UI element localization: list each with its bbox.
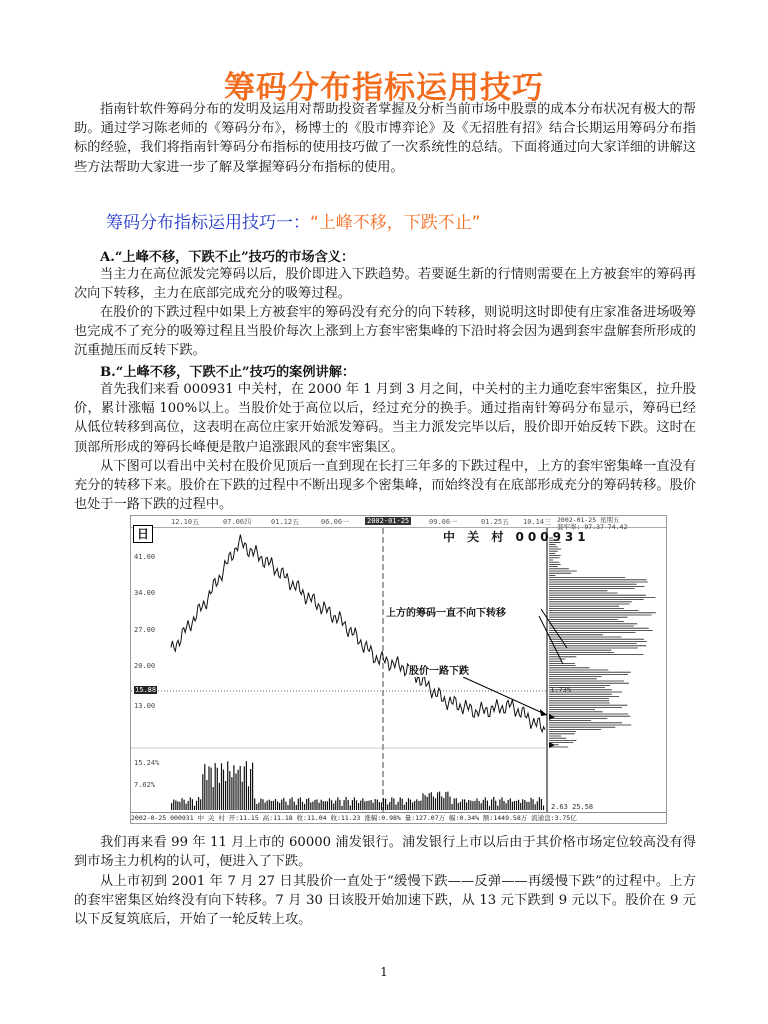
volume-bar: [497, 806, 498, 810]
volume-bar: [433, 797, 434, 811]
volume-bar: [281, 800, 282, 811]
volume-bar: [402, 799, 403, 810]
volume-bar: [460, 802, 461, 810]
volume-bar: [495, 801, 496, 810]
volume-bar: [383, 798, 384, 810]
volume-bar: [213, 787, 214, 810]
volume-bar: [258, 803, 259, 810]
date-tick: 07.06四: [223, 518, 252, 526]
y-tick-label: 27.00: [134, 626, 156, 634]
volume-bar: [240, 766, 241, 810]
status-bar: 2002-0-25 000931 中 关 村 开:11.15 高:11.18 收:11.04 收:11.23 涨幅:0.98% 量:127.07万 幅:0.34% 额:1449.58万 流通盘:3.75亿: [131, 812, 666, 824]
volume-bar: [269, 800, 270, 810]
volume-bar: [186, 804, 187, 810]
volume-bar: [458, 803, 459, 810]
volume-bar: [310, 802, 311, 810]
volume-bar: [389, 802, 390, 810]
volume-bar: [323, 801, 324, 810]
volume-bar: [454, 798, 455, 810]
volume-bar: [514, 801, 515, 810]
volume-bar: [211, 768, 212, 810]
volume-bar: [275, 799, 276, 810]
volume-bar: [528, 802, 529, 810]
volume-bar: [335, 801, 336, 811]
volume-bar: [510, 798, 511, 810]
volume-tick-label: 15.24%: [134, 759, 160, 767]
volume-bar: [468, 800, 469, 810]
volume-bar: [171, 803, 172, 810]
volume-bar: [385, 799, 386, 810]
volume-bar: [242, 782, 243, 810]
volume-bar: [314, 800, 315, 810]
volume-bar: [337, 797, 338, 810]
volume-bar: [279, 803, 280, 810]
volume-bar: [298, 799, 299, 810]
page-number: 1: [380, 965, 388, 979]
highlighted-date: 2002-01-25: [367, 517, 410, 525]
volume-bar: [377, 800, 378, 811]
volume-bar: [223, 770, 224, 811]
volume-bar: [256, 804, 257, 810]
volume-bar: [387, 804, 388, 810]
volume-bar: [466, 802, 467, 810]
y-tick-label: 34.00: [134, 589, 156, 597]
volume-bar: [439, 792, 440, 810]
volume-bar: [221, 763, 222, 810]
volume-bar: [260, 799, 261, 811]
volume-bar: [308, 798, 309, 810]
volume-bar: [184, 800, 185, 810]
paragraph-b1: 首先我们来看 000931 中关村，在 2000 年 1 月到 3 月之间，中关村的主力通吃套牢密集区，拉升股价，累计涨幅 100%以上。当股价处于高位以后，经过充分的换手。通过指南针筹码分布显示，筹码已经从低位转移到高位，这表明在高位庄家开始派发筹码。当主力派发完毕以后，股价即开始反转下跌。这时在顶部所形成的筹码长峰便是散户追涨跟风的套牢密集区。: [74, 382, 696, 455]
volume-bar: [489, 806, 490, 810]
volume-bar: [516, 801, 517, 810]
volume-bar: [244, 766, 245, 810]
volume-bar: [533, 799, 534, 810]
volume-bar: [485, 797, 486, 810]
y-tick-label: 41.00: [134, 553, 156, 561]
volume-bar: [464, 799, 465, 810]
volume-bar: [476, 798, 477, 810]
date-tick: 10.14三: [523, 518, 552, 526]
volume-bar: [225, 781, 226, 810]
volume-bar: [312, 802, 313, 810]
volume-bar: [319, 803, 320, 810]
level-label-left: 15.88: [135, 686, 157, 694]
volume-bar: [246, 761, 247, 810]
volume-bar: [391, 797, 392, 810]
volume-bar: [208, 766, 209, 810]
volume-bar: [194, 806, 195, 810]
volume-bar: [481, 803, 482, 810]
volume-bar: [206, 780, 207, 810]
y-tick-label: 13.00: [134, 702, 156, 710]
volume-bars: [171, 761, 544, 810]
date-tick: 01.12五: [271, 518, 300, 526]
date-tick: 12.10五: [171, 518, 200, 526]
chip-distribution-bars: [549, 538, 656, 747]
volume-bar: [512, 802, 513, 810]
volume-bar: [356, 800, 357, 810]
volume-bar: [300, 797, 301, 810]
annotation-upper-chips: 上方的筹码一直不向下转移: [386, 604, 506, 619]
volume-bar: [360, 801, 361, 810]
volume-bar: [416, 799, 417, 810]
volume-bar: [188, 801, 189, 810]
volume-bar: [422, 793, 423, 810]
volume-bar: [441, 796, 442, 810]
volume-bar: [196, 801, 197, 810]
volume-bar: [358, 803, 359, 810]
volume-bar: [329, 798, 330, 810]
volume-bar: [443, 798, 444, 810]
volume-bar: [462, 799, 463, 810]
date-tick: 01.25五: [481, 518, 510, 526]
volume-bar: [526, 802, 527, 810]
volume-bar: [429, 793, 430, 810]
volume-bar: [333, 804, 334, 811]
paragraph-a2: 在股价的下跌过程中如果上方被套牢的筹码没有充分的向下转移，则说明这时即使有庄家准备进场吸筹也完成不了充分的吸筹过程且当股价每次上涨到上方套牢密集峰的下沿时将会因为遇到套牢盘解套所形成的沉重抛压而反转下跌。: [74, 305, 696, 359]
volume-bar: [395, 805, 396, 810]
volume-bar: [344, 800, 345, 810]
paragraph-4: 从上市初到 2001 年 7 月 27 日其股价一直处于“缓慢下跌——反弹——再缓慢下跌”的过程中。上方的套牢密集区始终没有向下转移。7 月 30 日该股开始加速下跌，从 13 元下跌到 9 元以下。股价在 9 元以下反复筑底后，开始了一轮反转上攻。: [74, 874, 696, 928]
volume-bar: [285, 802, 286, 810]
date-tick: 06.06一: [321, 518, 350, 526]
volume-bar: [289, 799, 290, 810]
volume-bar: [248, 786, 249, 810]
volume-bar: [368, 801, 369, 810]
annotation-price-falling: 股价一路下跌: [409, 662, 469, 677]
volume-bar: [254, 798, 255, 810]
paragraph-3: 我们再来看 99 年 11 月上市的 60000 浦发银行。浦发银行上市以后由于其价格市场定位较高没有得到市场主力机构的认可，便进入了下跌。: [74, 835, 696, 870]
volume-bar: [520, 803, 521, 810]
volume-bar: [348, 800, 349, 810]
section-heading-lead: 筹码分布指标运用技巧一：: [106, 213, 310, 233]
volume-bar: [435, 798, 436, 810]
section-heading: [106, 208, 481, 233]
volume-bar: [350, 806, 351, 811]
stock-chart: [130, 515, 667, 824]
paragraph-a1: 当主力在高位派发完筹码以后，股价即进入下跌趋势。若要诞生新的行情则需要在上方被套牢的筹码再次向下转移，主力在底部完成充分的吸筹过程。: [74, 267, 696, 302]
volume-bar: [487, 801, 488, 810]
volume-bar: [354, 797, 355, 810]
volume-bar: [452, 804, 453, 810]
volume-bar: [273, 801, 274, 810]
volume-bar: [470, 801, 471, 810]
volume-bar: [316, 799, 317, 810]
volume-bar: [238, 770, 239, 810]
volume-bar: [227, 761, 228, 810]
volume-bar: [277, 801, 278, 810]
volume-bar: [341, 806, 342, 810]
volume-bar: [371, 800, 372, 810]
volume-bar: [375, 799, 376, 810]
volume-bar: [294, 802, 295, 810]
volume-bar: [447, 792, 448, 810]
volume-bar: [250, 769, 251, 810]
volume-bar: [198, 797, 199, 810]
volume-bar: [537, 801, 538, 810]
volume-bar: [219, 783, 220, 810]
volume-bar: [179, 802, 180, 810]
volume-bar: [518, 800, 519, 810]
volume-bar: [541, 799, 542, 810]
volume-bar: [265, 803, 266, 811]
volume-bar: [352, 800, 353, 810]
volume-bar: [200, 799, 201, 810]
volume-bar: [267, 801, 268, 810]
period-label: 日: [133, 525, 153, 543]
bottom-readout: 2.63 25.58: [551, 803, 594, 811]
subheading-b: B.“上峰不移，下跌不止”技巧的案例讲解：: [100, 365, 356, 380]
volume-bar: [412, 803, 413, 811]
volume-bar: [506, 803, 507, 810]
volume-bar: [204, 764, 205, 810]
volume-bar: [366, 801, 367, 810]
volume-bar: [302, 802, 303, 810]
volume-bar: [181, 798, 182, 810]
volume-bar: [287, 805, 288, 810]
price-line: [171, 535, 545, 732]
volume-bar: [362, 798, 363, 810]
stock-name: 中 关 村 000931: [443, 530, 590, 544]
subheading-a: A.“上峰不移，下跌不止”技巧的市场含义：: [100, 250, 355, 265]
volume-bar: [491, 799, 492, 810]
page-title: 筹码分布指标运用技巧: [224, 70, 544, 106]
y-tick-label: 20.00: [134, 662, 156, 670]
volume-bar: [408, 798, 409, 810]
volume-bar: [235, 774, 236, 811]
volume-bar: [483, 800, 484, 810]
volume-bar: [427, 797, 428, 810]
volume-bar: [456, 798, 457, 810]
date-tick: 09.06一: [429, 518, 458, 526]
volume-bar: [431, 792, 432, 810]
volume-bar: [173, 800, 174, 811]
volume-bar: [499, 799, 500, 810]
volume-bar: [177, 801, 178, 810]
volume-bar: [449, 797, 450, 810]
volume-bar: [296, 805, 297, 810]
volume-bar: [381, 803, 382, 811]
volume-bar: [215, 763, 216, 810]
volume-bar: [404, 805, 405, 810]
volume-bar: [304, 804, 305, 810]
volume-bar: [393, 798, 394, 810]
volume-bar: [445, 792, 446, 810]
volume-bar: [493, 797, 494, 810]
level-label-right: 1.73%: [550, 686, 572, 694]
volume-bar: [331, 800, 332, 810]
volume-bar: [321, 800, 322, 810]
volume-bar: [262, 799, 263, 810]
volume-bar: [190, 797, 191, 810]
volume-bar: [327, 801, 328, 810]
volume-bar: [425, 795, 426, 810]
volume-bar: [379, 802, 380, 810]
volume-bar: [539, 797, 540, 810]
volume-bar: [192, 799, 193, 810]
volume-bar: [406, 802, 407, 810]
volume-bar: [217, 768, 218, 810]
volume-bar: [252, 763, 253, 810]
volume-bar: [325, 801, 326, 810]
volume-bar: [503, 801, 504, 810]
volume-bar: [531, 798, 532, 810]
volume-bar: [283, 798, 284, 810]
volume-bar: [364, 801, 365, 810]
volume-bar: [175, 800, 176, 810]
readout-date: 2002-01-25 星期五: [557, 516, 620, 524]
section-heading-quote: “上峰不移，下跌不止”: [310, 213, 481, 233]
volume-bar: [346, 797, 347, 810]
volume-bar: [414, 801, 415, 810]
paragraph-b2: 从下图可以看出中关村在股价见顶后一直到现在长打三年多的下跌过程中，上方的套牢密集峰一直没有充分的转移下来。股价在下跌的过程中不断出现多个密集峰，而始终没有在底部形成充分的筹码转移。股价也处于一路下跌的过程中。: [74, 459, 696, 513]
volume-bar: [474, 801, 475, 810]
volume-bar: [373, 803, 374, 810]
volume-bar: [292, 797, 293, 810]
volume-tick-label: 7.62%: [134, 781, 156, 789]
volume-bar: [306, 799, 307, 810]
volume-bar: [231, 777, 232, 810]
volume-bar: [229, 771, 230, 810]
volume-bar: [400, 797, 401, 810]
volume-bar: [410, 800, 411, 810]
volume-bar: [508, 800, 509, 810]
volume-bar: [418, 801, 419, 810]
volume-bar: [535, 804, 536, 810]
volume-bar: [472, 801, 473, 810]
volume-bar: [524, 800, 525, 810]
volume-bar: [398, 802, 399, 810]
volume-bar: [543, 806, 544, 811]
volume-bar: [420, 801, 421, 810]
chart-canvas: [131, 516, 666, 812]
volume-bar: [501, 797, 502, 810]
volume-bar: [437, 792, 438, 810]
volume-bar: [202, 774, 203, 810]
volume-bar: [522, 799, 523, 810]
volume-bar: [479, 801, 480, 810]
intro-paragraph: 指南针软件筹码分布的发明及运用对帮助投资者掌握及分析当前市场中股票的成本分布状况有极大的帮助。通过学习陈老师的《筹码分布》，杨博士的《股市博弈论》及《无招胜有招》结合长期运用筹码分布指标的经验，我们将指南针筹码分布指标的使用技巧做了一次系统性的总结。下面将通过向大家详细的讲解这些方法帮助大家进一步了解及掌握筹码分布指标的使用。: [74, 102, 696, 175]
volume-bar: [271, 801, 272, 810]
readout-ratio: 套牢率: 97.37 74.42: [557, 523, 628, 531]
volume-bar: [233, 765, 234, 810]
volume-bar: [339, 800, 340, 810]
